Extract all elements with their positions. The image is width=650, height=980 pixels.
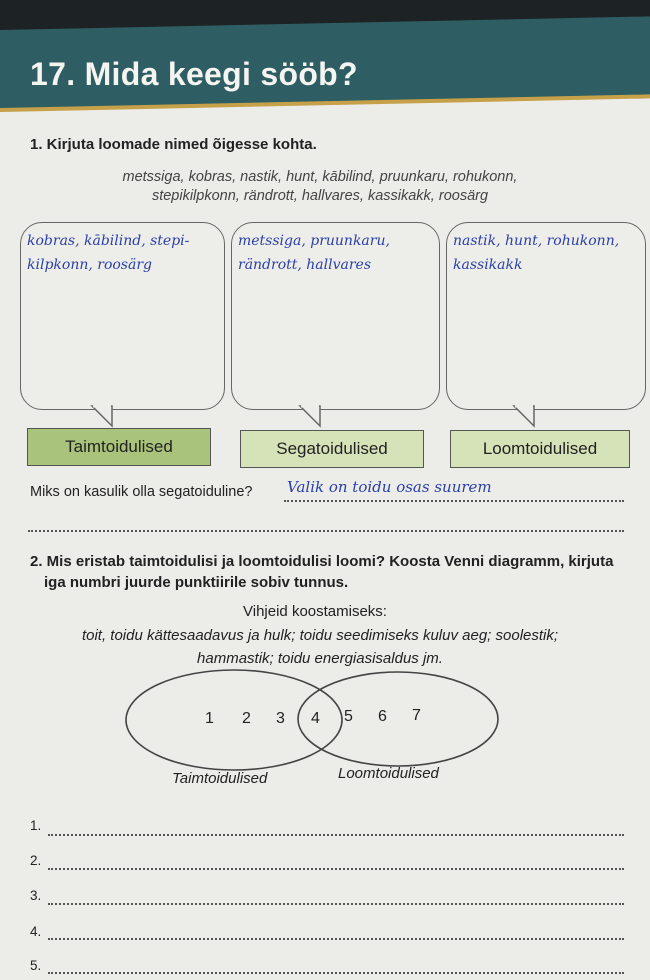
label-herbivores: Taimtoidulised	[27, 428, 211, 466]
venn-number-7: 7	[412, 707, 421, 724]
answer-line-item-5[interactable]	[48, 972, 624, 974]
hint-line2: hammastik; toidu energiasisaldus jm.	[197, 650, 443, 667]
venn-label-carnivores: Loomtoidulised	[338, 765, 439, 782]
venn-number-3: 3	[276, 710, 285, 727]
answer-line-item-1[interactable]	[48, 834, 624, 836]
answer-number-3: 3.	[30, 888, 42, 903]
venn-number-1: 1	[205, 710, 214, 727]
answer-number-5: 5.	[30, 958, 42, 973]
omnivore-question: Miks on kasulik olla segatoiduline?	[30, 484, 253, 500]
hint-line1: toit, toidu kättesaadavus ja hulk; toidu seedimiseks kuluv aeg; soolestik;	[81, 627, 559, 644]
answer-number-2: 2.	[30, 853, 42, 868]
handwriting-herbivores: kobras, kābilind, stepi- kilpkonn, roosärg	[27, 233, 190, 273]
venn-number-6: 6	[378, 708, 387, 725]
task1-prompt: 1. Kirjuta loomade nimed õigesse kohta.	[30, 136, 317, 153]
answer-line-item-3[interactable]	[48, 903, 624, 905]
hint-title: Vihjeid koostamiseks:	[243, 603, 387, 620]
word-list-line2: stepikilpkonn, rändrott, hallvares, kassikakk, roosärg	[151, 188, 489, 204]
venn-number-2: 2	[242, 710, 251, 727]
label-carnivores: Loomtoidulised	[450, 430, 630, 468]
task2-prompt-line2: iga numbri juurde punktiirile sobiv tunnus.	[44, 574, 349, 591]
answer-line-item-2[interactable]	[48, 868, 624, 870]
venn-label-herbivores: Taimtoidulised	[172, 770, 268, 787]
answer-number-4: 4.	[30, 924, 42, 939]
omnivore-answer-handwriting: Valik on toidu osas suurem	[287, 478, 492, 496]
venn-number-5: 5	[344, 708, 353, 725]
word-list-line1: metssiga, kobras, nastik, hunt, kābilind, pruunkaru, rohukonn,	[122, 169, 518, 185]
label-omnivores: Segatoidulised	[240, 430, 424, 468]
venn-circle-carnivores	[298, 672, 498, 766]
answer-line-item-4[interactable]	[48, 938, 624, 940]
venn-number-4: 4	[311, 710, 320, 727]
answer-number-1: 1.	[30, 818, 42, 833]
handwriting-carnivores: nastik, hunt, rohukonn, kassikakk	[453, 233, 620, 273]
handwriting-omnivores: metssiga, pruunkaru, rändrott, hallvares	[238, 233, 390, 273]
task2-prompt-line1: 2. Mis eristab taimtoidulisi ja loomtoidulisi loomi? Koosta Venni diagramm, kirjuta	[30, 553, 614, 570]
venn-circle-herbivores	[126, 670, 342, 770]
page-title: 17. Mida keegi sööb?	[30, 56, 358, 92]
